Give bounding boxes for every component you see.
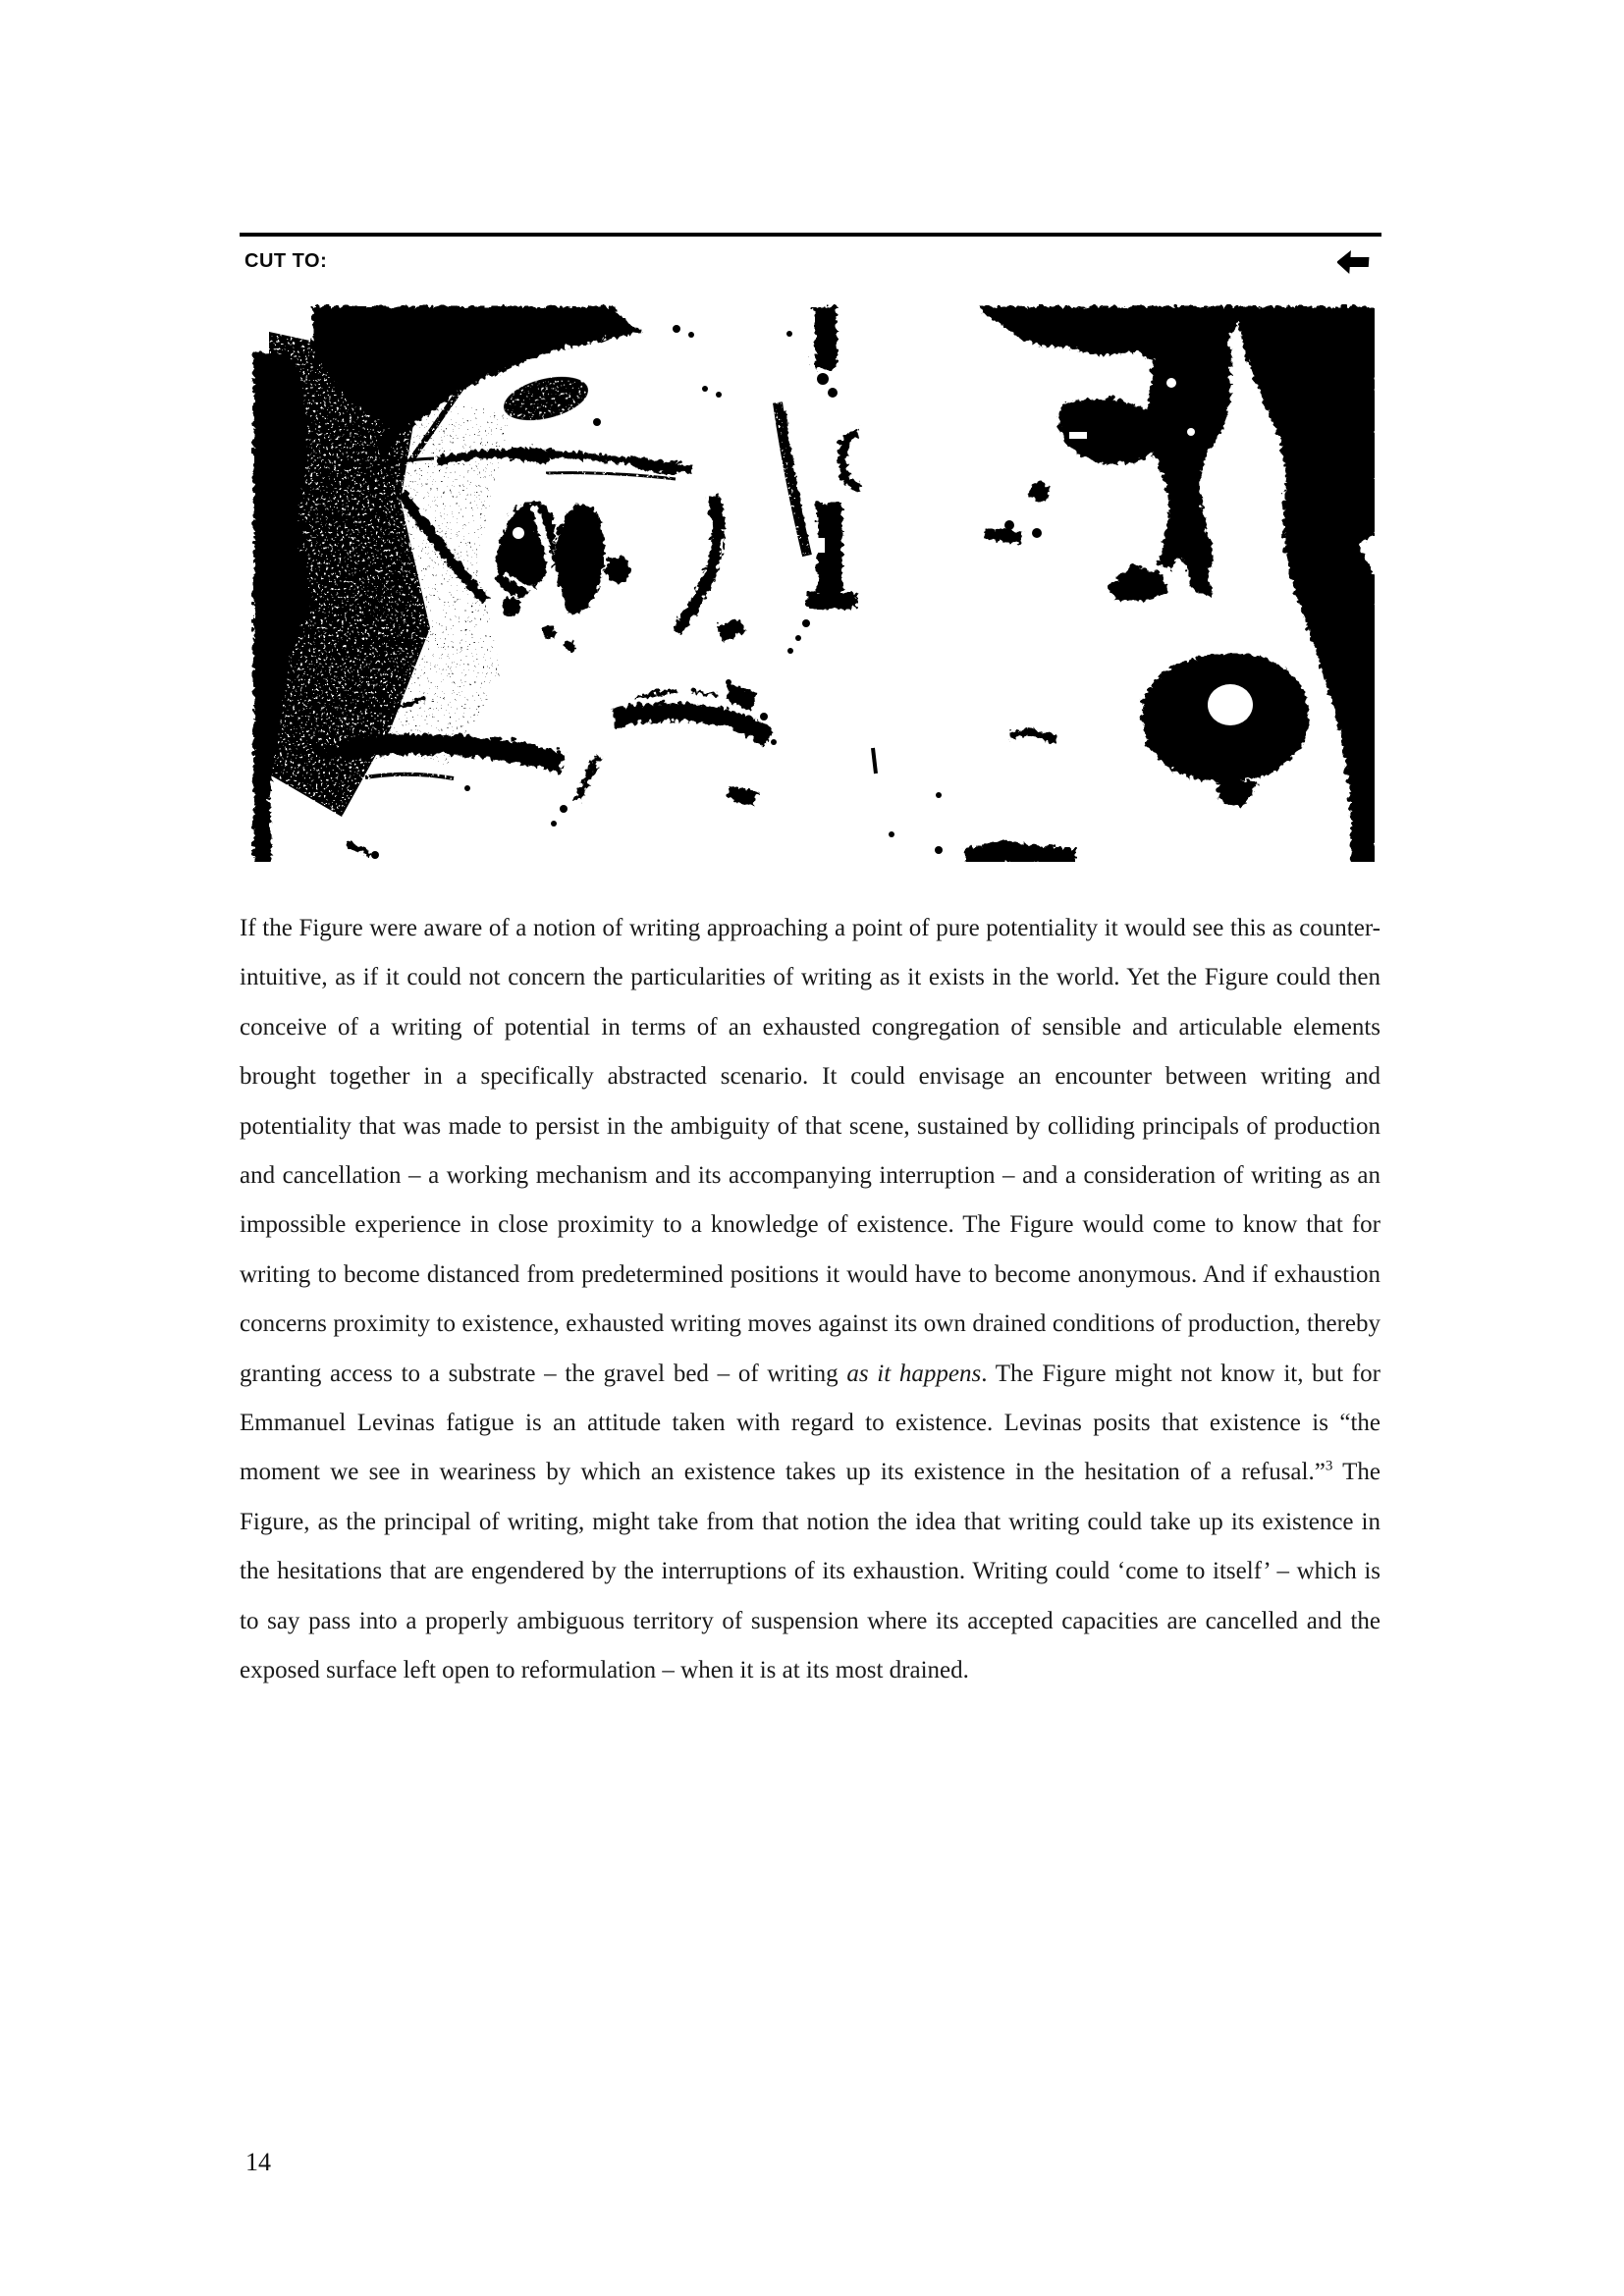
figure-image — [251, 304, 1375, 862]
cut-to-label: CUT TO: — [244, 250, 328, 272]
body-text-normal: The Figure, as the principal of writing, might take from that notion the idea that writing could take up its existence in the hesitations that are engendered by the interruptions of its exhaustion. Writing could ‘come to itself’ – which is to say pass into a properly ambiguous territory of suspension where its accepted capacities are cancelled and the exposed surface left open to reformulation – when it is at its most drained. — [240, 1459, 1380, 1684]
body-text-superscript: 3 — [1325, 1459, 1333, 1475]
body-text-normal: . The Figure might not know it, but for Emmanuel Levinas fatigue is an attitude taken with regard to existence. Levinas posits that existence is “the moment we see in weariness by which an existence takes up its existence in the hesitation of a refusal.” — [240, 1360, 1380, 1486]
left-arrow-icon — [1337, 249, 1371, 275]
header-rule — [240, 233, 1381, 237]
body-paragraph — [240, 904, 1380, 1696]
page-number: 14 — [245, 2148, 271, 2176]
body-text-normal: If the Figure were aware of a notion of writing approaching a point of pure potentiality it would see this as counter-intuitive, as if it could not concern the particularities of writing as it exists in the world. Yet the Figure could then conceive of a writing of potential in terms of an exhausted congregation of sensible and articulable elements brought together in a specifically abstracted scenario. It could envisage an encounter between writing and potentiality that was made to persist in the ambiguity of that scene, sustained by colliding principals of production and cancellation – a working mechanism and its accompanying interruption – and a consideration of writing as an impossible experience in close proximity to a knowledge of existence. The Figure would come to know that for writing to become distanced from predetermined positions it would have to become anonymous. And if exhaustion concerns proximity to existence, exhausted writing moves against its own drained conditions of production, thereby granting access to a substrate – the gravel bed – of writing — [240, 915, 1380, 1387]
body-text-italic: as it happens — [846, 1360, 982, 1387]
